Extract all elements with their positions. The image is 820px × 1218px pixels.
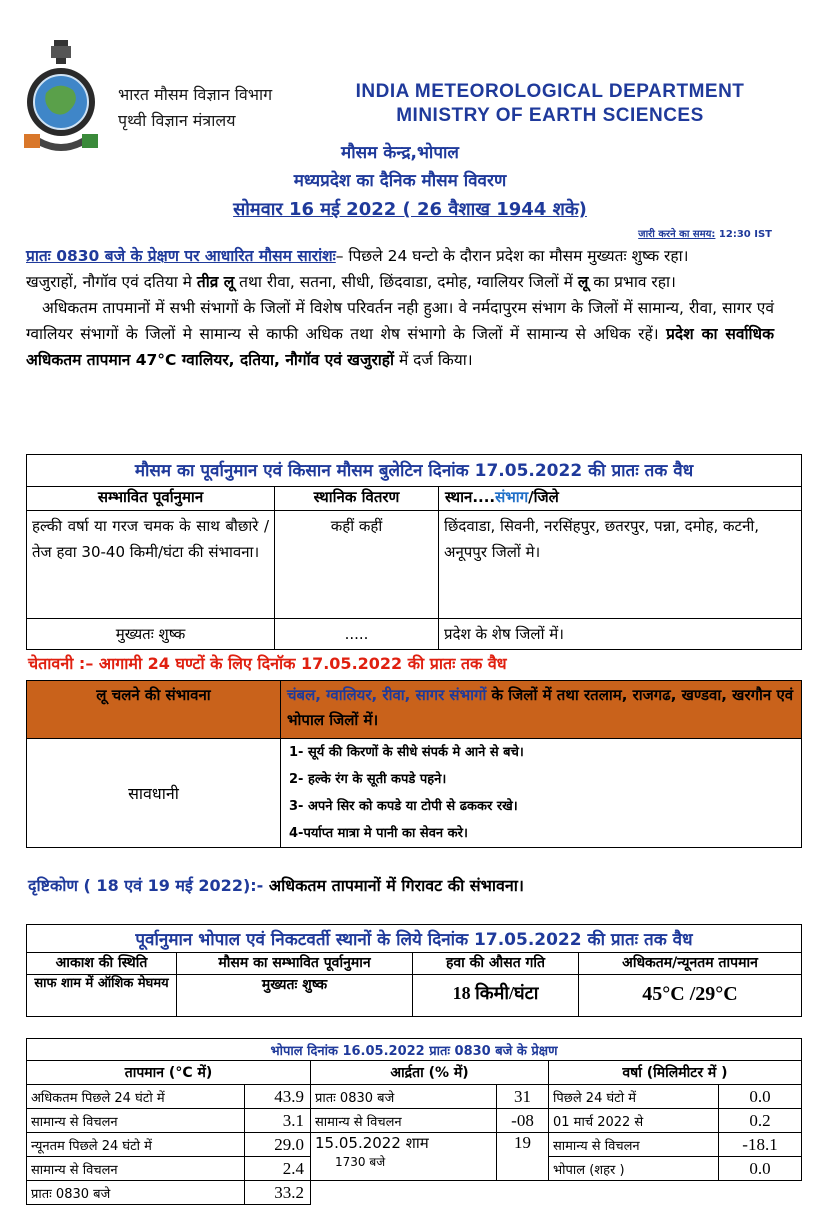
hum-value: 31 [497,1085,549,1109]
summary-text-3b: प्रदेश का सर्वाधिक अधिकतम तापमान 47°C ग्वालियर, दतिया, नौगॉव एवं खजुराहों [26,325,774,369]
observation-title: भोपाल दिनांक 16.05.2022 प्रातः 0830 बजे के प्रेक्षण [27,1039,802,1061]
table-row [27,1133,802,1157]
dept-hindi-line1: भारत मौसम विज्ञान विभाग [118,85,273,104]
forecast-table [26,454,802,650]
col-places-b: संभाग [495,488,529,506]
caution-row [27,739,802,848]
col-temp: अधिकतम/न्यूनतम तापमान [579,953,802,975]
imd-emblem-logo [18,38,104,156]
col-humidity: आर्द्रता (% में) [311,1061,549,1085]
hum-value: 19 [497,1133,549,1181]
temp-label: सामान्य से विचलन [27,1109,245,1133]
summary-text-2e: का प्रभाव रहा। [588,273,676,291]
temp-value: 2.4 [245,1157,311,1181]
caution-label: सावधानी [27,739,281,848]
summary-text-3c: में दर्ज किया। [394,351,473,369]
outlook [28,874,524,896]
temp-value: 3.1 [245,1109,311,1133]
summary-text-2d: लू [577,273,589,291]
dept-hindi-line2: पृथ्वी विज्ञान मंत्रालय [118,111,236,130]
forecast-col-forecast: सम्भावित पूर्वानुमान [27,487,275,511]
hum-value: -08 [497,1109,549,1133]
dept-name-hindi [118,82,272,134]
centre-name: मौसम केन्द्र,भोपाल [341,143,459,163]
temp-label: अधिकतम पिछले 24 घंटो में [27,1085,245,1109]
summary-para-2 [26,269,774,295]
dept-name-english [300,80,800,128]
table-row [27,511,802,619]
forecast-col-distribution: स्थानिक वितरण [275,487,439,511]
col-sky: आकाश की स्थिति [27,953,177,975]
issue-timezone: IST [754,229,772,240]
distribution-cell: कहीं कहीं [275,511,439,619]
temp-value: 29.0 [245,1133,311,1157]
temp-label: प्रातः 0830 बजे [27,1181,245,1205]
heatwave-places [281,681,802,739]
issue-label: जारी करने का समय: [638,229,716,240]
issue-time [638,226,772,240]
wind-value: 18 किमी/घंटा [413,975,579,1017]
hum-label-line1: 15.05.2022 शाम [315,1134,429,1152]
summary-text-1: – पिछले 24 घन्टो के दौरान प्रदेश का मौसम मुख्यतः शुष्क रहा। [335,247,689,265]
rain-value: 0.0 [719,1085,802,1109]
hum-label: प्रातः 0830 बजे [311,1085,497,1109]
empty-cell [719,1181,802,1205]
places-cell: छिंदवाडा, सिवनी, नरसिंहपुर, छतरपुर, पन्ना, दमोह, कटनी, अनूपपुर जिलों मे। [439,511,802,619]
outlook-heading: दृष्टिकोण ( 18 एवं 19 मई 2022):- [28,876,264,895]
summary-para-1 [26,243,774,269]
caution-item: 2- हल्के रंग के सूती कपडे पहने। [289,772,447,787]
places-cell: प्रदेश के शेष जिलों में। [439,619,802,650]
weather-summary [26,243,774,373]
caution-item: 1- सूर्य की किरणों के सीधे संपर्क मे आने से बचे। [289,745,524,760]
forecast-col-places [439,487,802,511]
caution-item: 3- अपने सिर को कपडे या टोपी से ढककर रखे। [289,799,518,814]
summary-text-2a: खजुराहों, नौगॉव एवं दतिया मे [26,273,197,291]
report-subtitle: मध्यप्रदेश का दैनिक मौसम विवरण [293,171,507,191]
rain-label: 01 मार्च 2022 से [549,1109,719,1133]
table-row [27,1109,802,1133]
caution-list [281,739,802,848]
summary-heading: प्रातः 0830 बजे के प्रेक्षण पर आधारित मौसम सारांशः [26,247,336,265]
forecast-title: मौसम का पूर्वानुमान एवं किसान मौसम बुलेटिन दिनांक 17.05.2022 की प्रातः तक वैध [27,455,802,487]
temp-label: न्यूनतम पिछले 24 घंटो में [27,1133,245,1157]
forecast-cell: मुख्यतः शुष्क [27,619,275,650]
hum-label [311,1133,497,1181]
hum-label: सामान्य से विचलन [311,1109,497,1133]
outlook-text: अधिकतम तापमानों में गिरावट की संभावना। [263,876,524,895]
rain-label: पिछले 24 घंटो में [549,1085,719,1109]
issue-time-value: 12:30 [718,229,751,240]
table-row [27,975,802,1017]
warning-heading: चेतावनी :– आगामी 24 घण्टों के लिए दिनॉक 17.05.2022 की प्रातः तक वैध [28,654,507,673]
summary-text-3a: अधिकतम तापमानों में सभी संभागों के जिलों में विशेष परिवर्तन नही हुआ। वे नर्मदापुरम संभाग के जिलों में सामान्य, रीवा, सागर एवं ग्वालियर संभागों के जिलों मे सामान्य से काफी अधिक तथा शेष संभागो के जिलों में सामान्य से अधिक रहें। [26,299,774,343]
rain-value: 0.0 [719,1157,802,1181]
sky-value: साफ शाम में ऑशिक मेघमय [27,975,177,1017]
heatwave-places-districts: के जिलों में तथा रतलाम, राजगढ, खण्डवा, खरगौन एवं भोपाल जिलों में। [287,686,794,729]
empty-cell [497,1181,549,1205]
summary-text-2c: तथा रीवा, सतना, सीधी, छिंदवाडा, दमोह, ग्वालियर जिलों में [234,273,578,291]
heatwave-row [27,681,802,739]
heatwave-places-divisions: चंबल, ग्वालियर, रीवा, सागर संभागों [287,686,487,704]
hum-label-line2: 1730 बजे [335,1155,386,1169]
temp-value: 33.2 [245,1181,311,1205]
forecast-cell: हल्की वर्षा या गरज चमक के साथ बौछारे / तेज हवा 30-40 किमी/घंटा की संभावना। [27,511,275,619]
heatwave-label: लू चलने की संभावना [27,681,281,739]
col-temperature: तापमान (°C में) [27,1061,311,1085]
bhopal-forecast-table [26,924,802,1017]
empty-cell [549,1181,719,1205]
temp-value: 43.9 [245,1085,311,1109]
observation-table [26,1038,802,1205]
summary-text-2b: तीव्र लू [196,273,235,291]
rain-label: भोपाल (शहर ) [549,1157,719,1181]
empty-cell [311,1181,497,1205]
table-row [27,619,802,650]
report-date: सोमवार 16 मई 2022 ( 26 वैशाख 1944 शके) [233,199,587,220]
caution-item: 4-पर्याप्त मात्रा मे पानी का सेवन करे। [289,826,468,841]
col-places-a: स्थान.... [445,488,496,506]
weather-value: मुख्यतः शुष्क [177,975,413,1017]
table-row [27,1085,802,1109]
temp-label: सामान्य से विचलन [27,1157,245,1181]
distribution-cell: ..... [275,619,439,650]
rain-label: सामान्य से विचलन [549,1133,719,1157]
rain-value: 0.2 [719,1109,802,1133]
bhopal-forecast-title: पूर्वानुमान भोपाल एवं निकटवर्ती स्थानों के लिये दिनांक 17.05.2022 की प्रातः तक वैध [27,925,802,953]
table-row [27,1181,802,1205]
dept-english-line1: INDIA METEOROLOGICAL DEPARTMENT [355,81,745,102]
warning-table [26,680,802,848]
dept-english-line2: MINISTRY OF EARTH SCIENCES [396,105,704,126]
col-wind: हवा की औसत गति [413,953,579,975]
summary-para-3 [26,295,774,373]
col-weather: मौसम का सम्भावित पूर्वानुमान [177,953,413,975]
temp-value: 45°C /29°C [579,975,802,1017]
rain-value: -18.1 [719,1133,802,1157]
col-places-c: /जिले [528,488,559,506]
col-rainfall: वर्षा (मिलिमीटर में ) [549,1061,802,1085]
